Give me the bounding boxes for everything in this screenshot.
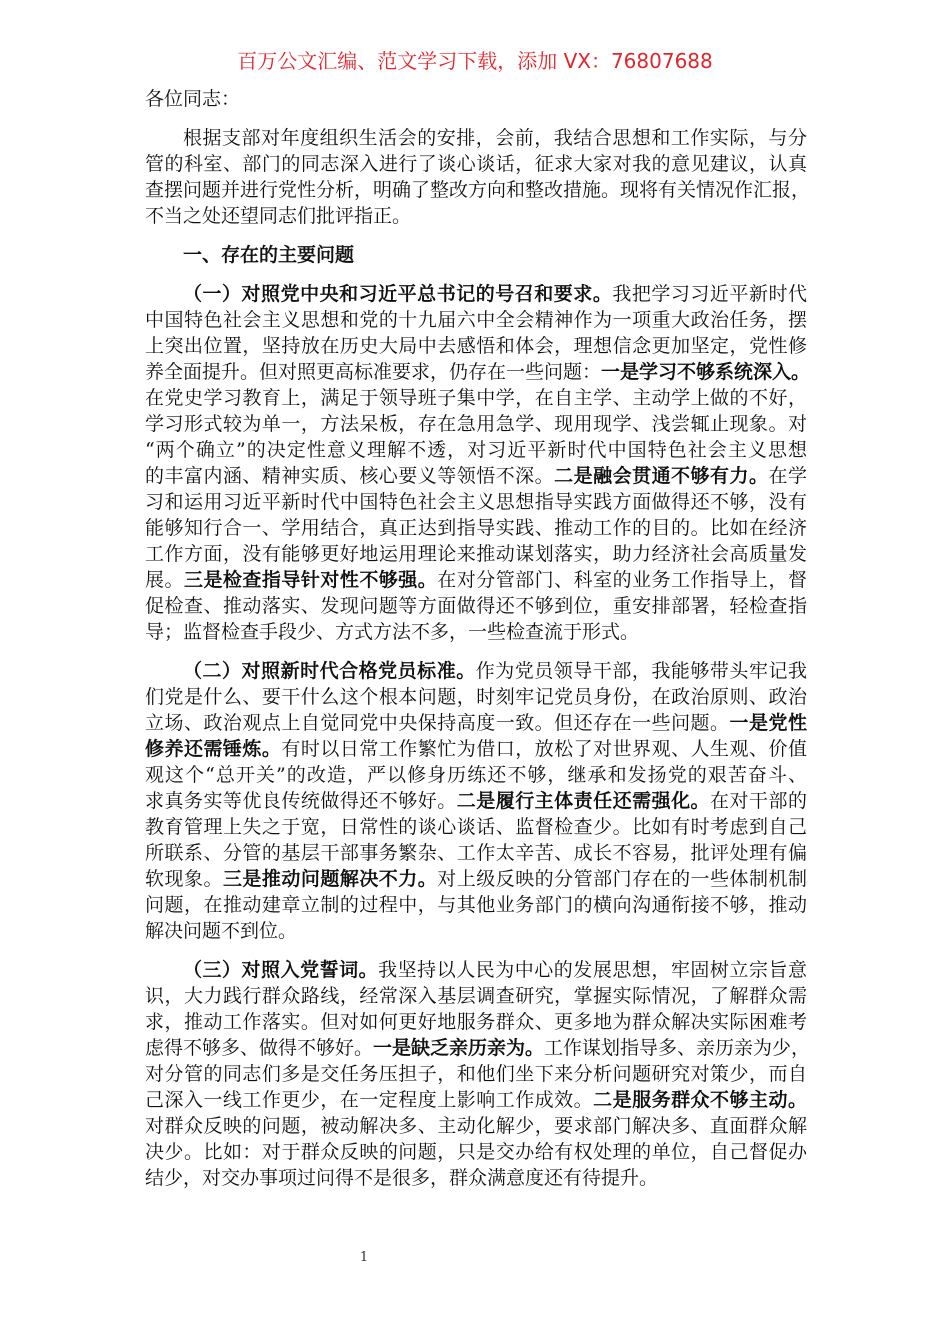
text-line [145,125,807,151]
text-line [145,957,807,983]
bold-text: （一）对照党中央和习近平总书记的号召和要求。 [183,283,613,305]
text-line [145,151,807,177]
text-run: 促检查、推动落实、发现问题等方面做得还不够到位，重安排部署，轻检查指 [145,595,807,617]
text-line [145,515,807,541]
text-run: 对分管的同志们多是交任务压担子，和他们坐下来分析问题研究对策少，而自 [145,1063,807,1085]
text-run: 在对干部的 [710,790,807,812]
text-line [145,892,807,918]
text-run: 在学 [768,465,807,487]
paragraph [145,658,807,944]
text-run: 根据支部对年度组织生活会的安排，会前，我结合思想和工作实际，与分 [183,127,807,149]
bold-text: 修养还需锤炼。 [145,738,282,760]
text-line [145,710,807,736]
text-run: 中国特色社会主义思想和党的十九届六中全会精神作为一项重大政治任务，摆 [145,309,807,331]
text-line [145,918,807,944]
text-run: 求真务实等优良传统做得还不够好。 [145,790,457,812]
text-run: 不当之处还望同志们批评指正。 [145,205,412,227]
text-line [145,593,807,619]
paragraph [145,125,811,229]
text-line [145,619,807,645]
text-run: 观这个“总开关”的改造，严以修身历练还不够，继承和发扬党的艰苦奋斗、 [145,764,807,786]
text-run: 立场、政治观点上自觉同党中央保持高度一致。但还存在一些问题。 [145,712,730,734]
text-run: 展。 [145,569,184,591]
text-run: 学习形式较为单一，方法呆板，存在急用急学、现用现学、浅尝辄止现象。对 [145,413,807,435]
text-line [145,541,807,567]
text-line [145,203,807,229]
text-line [145,788,807,814]
bold-text: 一、存在的主要问题 [183,244,355,266]
text-line [145,1087,807,1113]
text-line [145,762,807,788]
text-run: 的丰富内涵、精神实质、核心要义等领悟不深。 [145,465,555,487]
text-line [145,385,807,411]
text-line [145,567,807,593]
text-line [145,333,807,359]
bold-text: 二是履行主体责任还需强化。 [456,790,711,812]
text-line [145,281,807,307]
text-run: 己深入一线工作更少，在一定程度上影响工作成效。 [145,1089,594,1111]
text-run: 求，推动工作落实。但对如何更好地服务群众、更多地为群众解决实际困难考 [145,1011,807,1033]
text-line [145,736,807,762]
bold-text: （三）对照入党誓词。 [183,959,379,981]
text-run: 导；监督检查手段少、方式方法不多，一些检查流于形式。 [145,621,640,643]
paragraph [145,281,811,645]
text-line [145,411,807,437]
document-body [145,86,811,1204]
text-line [145,1113,807,1139]
bold-text: 三是推动问题解决不力。 [222,868,438,890]
text-run: “两个确立”的决定性意义理解不透，对习近平新时代中国特色社会主义思想 [145,439,807,461]
text-line [145,1061,807,1087]
bold-text: 二是融会贯通不够有力。 [554,465,769,487]
text-line [145,658,807,684]
text-line [145,1139,807,1165]
text-run: 虑得不够多、做得不够好。 [145,1037,374,1059]
bold-text: 二是服务群众不够主动。 [593,1089,807,1111]
text-run: 习和运用习近平新时代中国特色社会主义思想指导实践方面做得还不够，没有 [145,491,807,513]
text-run: 们党是什么、要干什么这个根本问题，时刻牢记党员身份，在政治原则、政治 [145,686,807,708]
text-run: 工作谋划指导多、亲历亲为少， [544,1037,811,1059]
text-run: 软现象。 [145,868,223,890]
bold-text: 一是党性 [729,712,807,734]
page-number: 1 [359,1250,369,1265]
text-line [145,489,807,515]
text-run: 我坚持以人民为中心的发展思想，牢固树立宗旨意 [378,959,807,981]
text-line [145,840,807,866]
text-line [145,1009,807,1035]
text-run: 结少，对交办事项过问得不是很多，群众满意度还有待提升。 [145,1167,659,1189]
text-line [145,1035,811,1061]
paragraph [145,957,811,1191]
text-run: 能够知行合一、学用结合，真正达到指导实践、推动工作的目的。比如在经济 [145,517,807,539]
text-line [145,1165,807,1191]
text-run: 有时以日常工作繁忙为借口，放松了对世界观、人生观、价值 [281,738,807,760]
text-line [145,437,807,463]
text-run: 问题，在推动建章立制的过程中，与其他业务部门的横向沟通衔接不够，推动 [145,894,807,916]
text-line [145,463,807,489]
text-run: 识，大力践行群众路线，经常深入基层调查研究，掌握实际情况，了解群众需 [145,985,807,1007]
text-run: 对群众反映的问题，被动解决多、主动化解少，要求部门解决多、直面群众解 [145,1115,807,1137]
text-line [145,983,807,1009]
text-run: 在党史学习教育上，满足于领导班子集中学，在自主学、主动学上做的不好， [145,387,807,409]
text-run: 工作方面，没有能够更好地运用理论来推动谋划落实，助力经济社会高质量发 [145,543,807,565]
text-run: 教育管理上失之于宽，日常性的谈心谈话、监督检查少。比如有时考虑到自己 [145,816,807,838]
text-line [145,242,807,268]
text-line [145,359,811,385]
text-run: 解决问题不到位。 [145,920,298,942]
text-line [145,307,807,333]
bold-text: 三是检查指导针对性不够强。 [183,569,438,591]
text-run: 对上级反映的分管部门存在的一些体制机制 [437,868,807,890]
bold-text: 一是缺乏亲历亲为。 [373,1037,545,1059]
text-run: 上突出位置，坚持放在历史大局中去感悟和体会，理想信念更加坚定，党性修 [145,335,807,357]
text-line [145,177,811,203]
text-run: 决少。比如：对于群众反映的问题，只是交办给有权处理的单位，自己督促办 [145,1141,807,1163]
paragraph [145,86,807,112]
text-run: 在对分管部门、科室的业务工作指导上，督 [437,569,807,591]
text-line [145,814,807,840]
bold-text: （二）对照新时代合格党员标准。 [183,660,476,682]
text-line [145,684,807,710]
text-run: 我把学习习近平新时代 [612,283,807,305]
text-run: 管的科室、部门的同志深入进行了谈心谈话，征求大家对我的意见建议，认真 [145,153,807,175]
text-run: 各位同志： [145,88,241,110]
bold-text: 一是学习不够系统深入。 [601,361,811,383]
text-run: 作为党员领导干部，我能够带头牢记我 [475,660,807,682]
text-run: 查摆问题并进行党性分析，明确了整改方向和整改措施。现将有关情况作汇报， [145,179,811,201]
paragraph [145,242,807,268]
watermark-banner: 百万公文汇编、范文学习下载，添加 VX：76807688 [237,49,713,73]
text-line [145,866,807,892]
text-line [145,86,807,112]
text-run: 所联系、分管的基层干部事务繁杂、工作太辛苦、成长不容易，批评处理有偏 [145,842,807,864]
text-run: 养全面提升。但对照更高标准要求，仍存在一些问题： [145,361,602,383]
